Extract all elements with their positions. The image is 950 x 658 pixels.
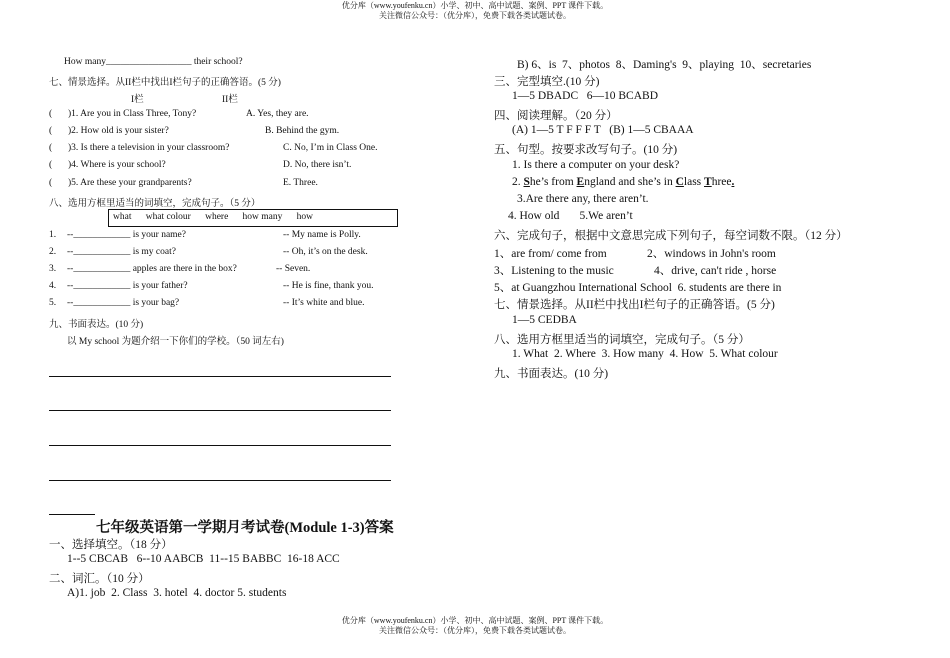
fill-number: 4. [49, 281, 57, 291]
footer-line-2: 关注微信公众号：（优分库），免费下载各类试题试卷。 [379, 626, 571, 635]
answer-section-2: A)1. job 2. Class 3. hotel 4. doctor 5. students [67, 587, 287, 599]
answer-paren: ( [49, 160, 53, 170]
answer-section-5-title: 五、句型。按要求改写句子。(10 分) [494, 144, 678, 156]
match-question: )2. How old is your sister? [68, 126, 169, 136]
answer-paren: ( [49, 178, 53, 188]
answer-6-row-3: 5、at Guangzhou International School 6. students are there in [494, 282, 782, 294]
answer-section-4-title: 四、阅读理解。（20 分） [494, 110, 618, 122]
fill-answer: -- My name is Polly. [283, 230, 361, 240]
writing-line [49, 376, 391, 377]
question-how-many: How many__________________ their school? [64, 57, 243, 67]
writing-line [49, 514, 95, 515]
word-box-words: what what colour where how many how [113, 212, 313, 222]
match-answer: C. No, I’m in Class One. [283, 143, 378, 153]
fill-answer: -- Seven. [276, 264, 311, 274]
answer-key-title: 七年级英语第一学期月考试卷(Module 1-3)答案 [96, 520, 394, 536]
answer-section-2b: B) 6、is 7、photos 8、Daming's 9、playing 10、secretaries [517, 59, 812, 71]
answer-6-row-2: 3、Listening to the music 4、drive, can't ride , horse [494, 265, 777, 277]
fill-question: --____________ is your name? [67, 230, 186, 240]
fill-number: 2. [49, 247, 57, 257]
footer-line-1: 优分库（www.youfenku.cn）小学、初中、高中试题、案例、PPT 课件下载。 [341, 616, 609, 625]
section-7-title: 七、情景选择。从II栏中找出I栏句子的正确答语。(5 分) [49, 78, 281, 88]
fill-number: 5. [49, 298, 57, 308]
fill-answer: -- It’s white and blue. [283, 298, 365, 308]
answer-paren: ( [49, 109, 53, 119]
answer-section-3-title: 三、完型填空.(10 分) [494, 76, 600, 88]
match-answer: A. Yes, they are. [246, 109, 309, 119]
fill-question: --____________ is your father? [67, 281, 188, 291]
answer-section-8-title: 八、选用方框里适当的词填空，完成句子。（5 分） [494, 334, 750, 346]
answer-section-6-title: 六、完成句子，根据中文意思完成下列句子，每空词数不限。（12 分） [494, 230, 848, 242]
answer-section-9-title: 九、书面表达。(10 分) [494, 368, 609, 380]
writing-prompt: 以 My school 为题介绍一下你们的学校。（50 词左右) [67, 337, 284, 347]
fill-question: --____________ apples are there in the box? [67, 264, 237, 274]
answer-section-3: 1—5 DBADC 6—10 BCABD [512, 90, 659, 102]
answer-section-4: (A) 1—5 T F F F T (B) 1—5 CBAAA [512, 124, 694, 136]
fill-question: --____________ is my coat? [67, 247, 176, 257]
match-answer: E. Three. [283, 178, 318, 188]
writing-line [49, 445, 391, 446]
section-8-title: 八、选用方框里适当的词填空，完成句子。（5 分） [49, 199, 261, 209]
match-question: )3. Is there a television in your classroom? [68, 143, 230, 153]
answer-section-1: 1--5 CBCAB 6--10 AABCB 11--15 BABBC 16-18 ACC [67, 553, 340, 565]
match-answer: D. No, there isn’t. [283, 160, 352, 170]
fill-answer: -- He is fine, thank you. [283, 281, 374, 291]
match-question: )5. Are these your grandparents? [68, 178, 192, 188]
answer-section-1-title: 一、选择填空。（18 分） [49, 539, 173, 551]
answer-section-7: 1—5 CEDBA [512, 314, 577, 326]
answer-5-2: 2. She’s from England and she’s in Class Three. [512, 176, 735, 188]
fill-number: 3. [49, 264, 57, 274]
fill-number: 1. [49, 230, 57, 240]
match-question: )1. Are you in Class Three, Tony? [68, 109, 197, 119]
answer-paren: ( [49, 126, 53, 136]
answer-5-3: 3.Are there any, there aren’t. [517, 193, 649, 205]
match-question: )4. Where is your school? [68, 160, 166, 170]
header-line-2: 关注微信公众号：（优分库），免费下载各类试题试卷。 [379, 11, 571, 20]
column-1-header: I栏 [131, 95, 144, 105]
answer-section-2-title: 二、词汇。（10 分） [49, 573, 150, 585]
answer-5-4: 4. How old 5.We aren’t [508, 210, 633, 222]
answer-section-7-title: 七、情景选择。从II栏中找出I栏句子的正确答语。(5 分) [494, 299, 775, 311]
writing-line [49, 480, 391, 481]
fill-answer: -- Oh, it’s on the desk. [283, 247, 368, 257]
section-9-title: 九、书面表达。(10 分) [49, 320, 144, 330]
header-line-1: 优分库（www.youfenku.cn）小学、初中、高中试题、案例、PPT 课件下载。 [341, 1, 609, 10]
fill-question: --____________ is your bag? [67, 298, 180, 308]
answer-6-row-1: 1、are from/ come from 2、windows in John's room [494, 248, 776, 260]
answer-section-8: 1. What 2. Where 3. How many 4. How 5. What colour [512, 348, 778, 360]
answer-paren: ( [49, 143, 53, 153]
match-answer: B. Behind the gym. [265, 126, 340, 136]
column-2-header: II栏 [222, 95, 238, 105]
writing-line [49, 410, 391, 411]
answer-5-1: 1. Is there a computer on your desk? [512, 159, 680, 171]
